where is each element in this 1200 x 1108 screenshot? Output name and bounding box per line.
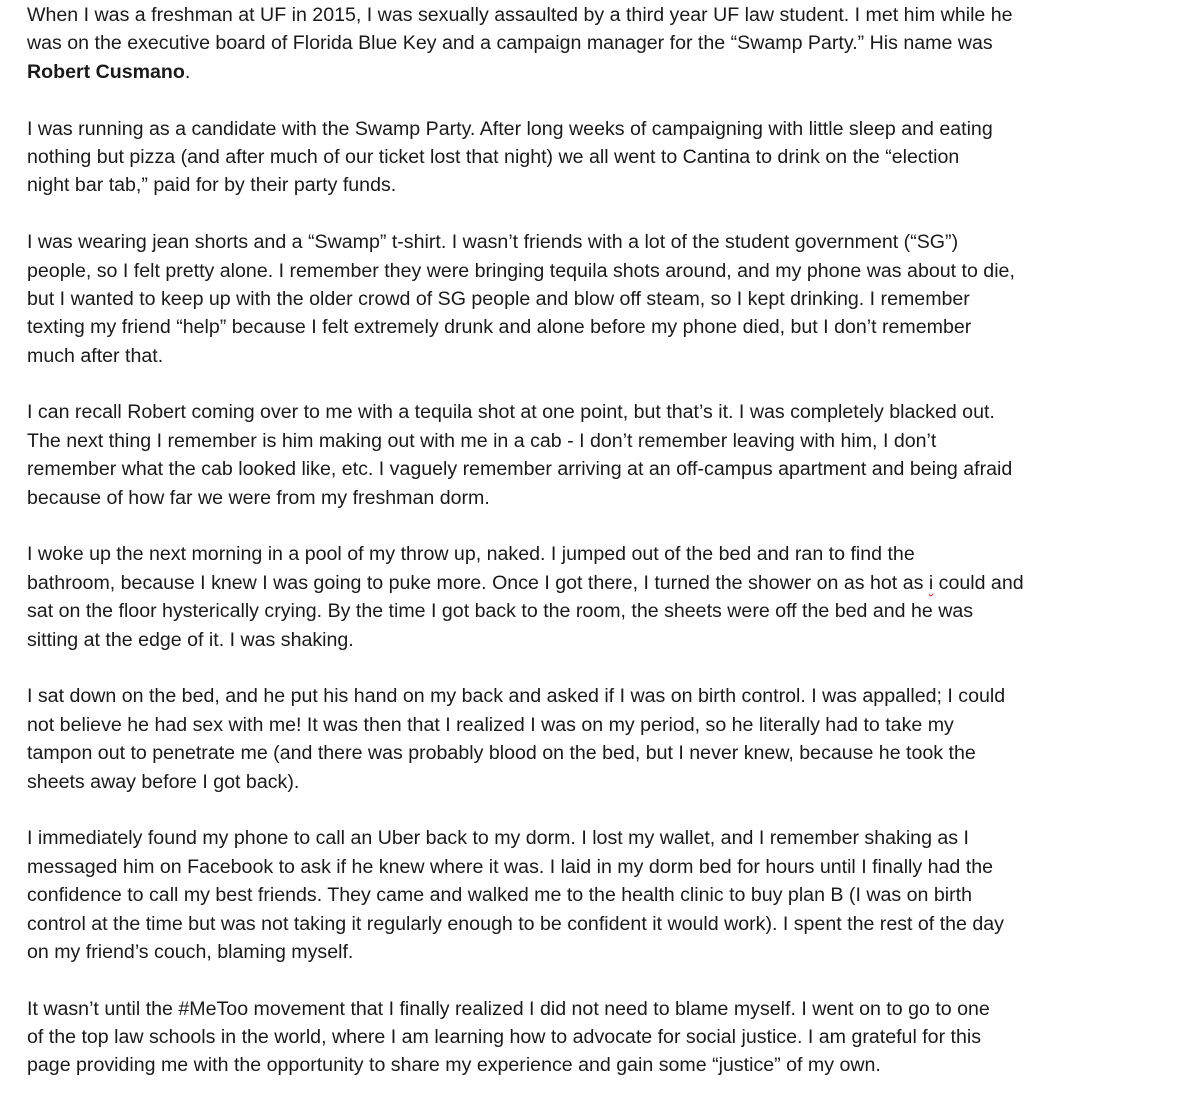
text-line: I immediately found my phone to call an Uber back to my dorm. I lost my wallet, and I remember shaking as I — [27, 827, 969, 850]
bold-name: Robert Cusmano — [27, 60, 185, 83]
text-line: night bar tab,” paid for by their party funds. — [27, 174, 397, 197]
text-line — [27, 569, 1192, 597]
text-line — [27, 58, 1192, 86]
text-line: The next thing I remember is him making out with me in a cab - I don’t remember leaving with him, I don’t — [27, 429, 937, 452]
paragraph-6 — [27, 682, 1192, 796]
text-line: not believe he had sex with me! It was then that I realized I was on my period, so he literally had to take my — [27, 713, 954, 736]
text-line: I was running as a candidate with the Swamp Party. After long weeks of campaigning with little sleep and eating — [27, 117, 993, 140]
text-line: sitting at the edge of it. I was shaking. — [27, 628, 354, 651]
text-segment: could and — [933, 571, 1024, 594]
paragraph-8 — [27, 995, 1192, 1080]
text-line: It wasn’t until the #MeToo movement that I finally realized I did not need to blame myself. I went on to go to one — [27, 997, 990, 1020]
text-line: page providing me with the opportunity to share my experience and gain some “justice” of my own. — [27, 1054, 881, 1077]
text-line: because of how far we were from my freshman dorm. — [27, 486, 490, 509]
text-line: on my friend’s couch, blaming myself. — [27, 940, 354, 963]
text-line: was on the executive board of Florida Blue Key and a campaign manager for the “Swamp Party.” His name was — [27, 32, 993, 55]
spellcheck-flagged-word[interactable]: i — [928, 571, 934, 594]
text-line: tampon out to penetrate me (and there was probably blood on the bed, but I never knew, because he took the — [27, 742, 976, 765]
text-line: remember what the cab looked like, etc. I vaguely remember arriving at an off-campus apartment and being afraid — [27, 458, 1013, 481]
paragraph-7 — [27, 824, 1192, 966]
text-line: of the top law schools in the world, where I am learning how to advocate for social justice. I am grateful for this — [27, 1026, 982, 1049]
paragraph-5 — [27, 540, 1192, 654]
text-segment: bathroom, because I knew I was going to puke more. Once I got there, I turned the shower on as hot as — [27, 571, 929, 594]
text-line: I sat down on the bed, and he put his hand on my back and asked if I was on birth control. I was appalled; I could — [27, 685, 1006, 708]
text-line: people, so I felt pretty alone. I remember they were bringing tequila shots around, and my phone was about to die, — [27, 259, 1015, 282]
text-line: I woke up the next morning in a pool of my throw up, naked. I jumped out of the bed and ran to find the — [27, 543, 915, 566]
text-line: confidence to call my best friends. They came and walked me to the health clinic to buy plan B (I was on birth — [27, 884, 972, 907]
text-line: I was wearing jean shorts and a “Swamp” t-shirt. I wasn’t friends with a lot of the student government (“SG”) — [27, 231, 959, 254]
bold-name-period: . — [184, 60, 191, 83]
paragraph-4 — [27, 398, 1192, 512]
paragraph-2 — [27, 115, 1192, 200]
text-line: messaged him on Facebook to ask if he knew where it was. I laid in my dorm bed for hours until I finally had the — [27, 855, 994, 878]
text-line: sheets away before I got back). — [27, 770, 300, 793]
paragraph-3 — [27, 228, 1192, 370]
paragraph-1 — [27, 1, 1192, 86]
document-page — [27, 0, 1192, 1108]
text-line: texting my friend “help” because I felt extremely drunk and alone before my phone died, but I don’t remember — [27, 316, 972, 339]
text-line: nothing but pizza (and after much of our ticket lost that night) we all went to Cantina to drink on the “election — [27, 145, 960, 168]
text-line: When I was a freshman at UF in 2015, I was sexually assaulted by a third year UF law student. I met him while he — [27, 4, 1013, 26]
text-line: much after that. — [27, 344, 164, 367]
text-line: control at the time but was not taking it regularly enough to be confident it would work). I spent the rest of the day — [27, 912, 1004, 935]
text-line: sat on the floor hysterically crying. By the time I got back to the room, the sheets were off the bed and he was — [27, 600, 974, 623]
text-line: but I wanted to keep up with the older crowd of SG people and blow off steam, so I kept drinking. I remember — [27, 287, 970, 310]
text-line: I can recall Robert coming over to me with a tequila shot at one point, but that’s it. I was completely blacked out. — [27, 401, 995, 424]
